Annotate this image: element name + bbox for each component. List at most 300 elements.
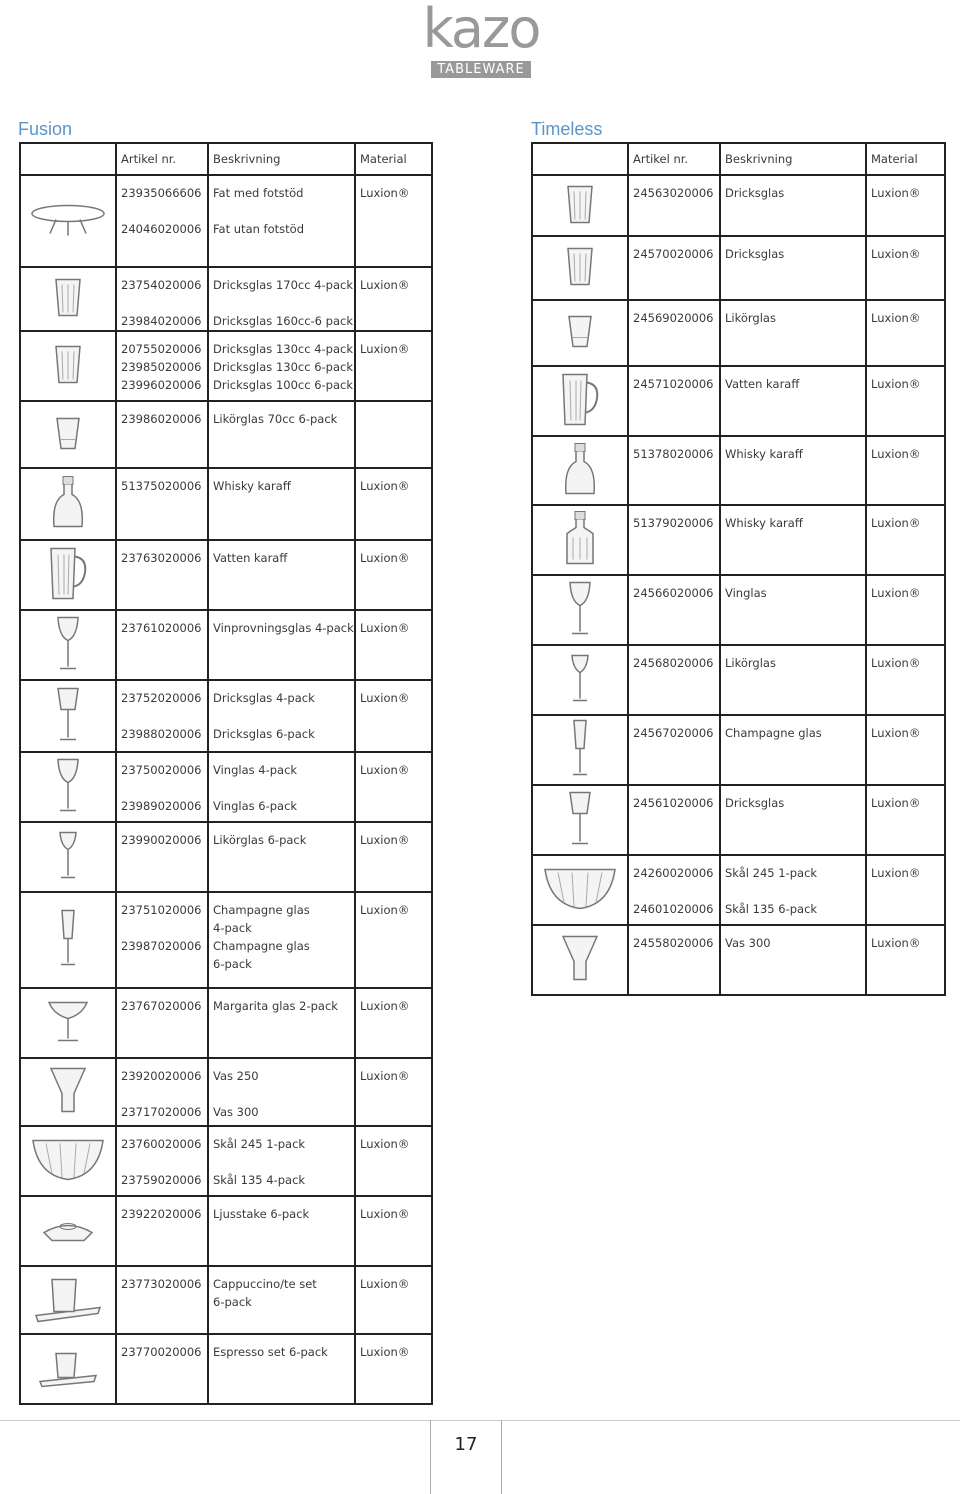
material: Luxion® xyxy=(871,796,921,810)
article-number: 24601020006 xyxy=(633,902,714,916)
material-cell xyxy=(355,267,432,331)
description: Ljusstake 6-pack xyxy=(213,1207,310,1221)
material-cell xyxy=(866,645,945,715)
material: Luxion® xyxy=(871,377,921,391)
shot-glass-icon xyxy=(54,415,82,454)
description xyxy=(213,202,354,220)
material xyxy=(360,410,431,428)
header-article: Artikel nr. xyxy=(633,152,689,166)
material-cell xyxy=(355,468,432,540)
material-cell xyxy=(866,505,945,575)
material: Luxion® xyxy=(360,621,410,635)
description: Champagne glas xyxy=(213,903,310,917)
article-number: 24567020006 xyxy=(633,726,714,740)
article-number-lines xyxy=(117,268,207,330)
article-number: 23989020006 xyxy=(121,799,202,813)
article-number: 24570020006 xyxy=(633,247,714,261)
margarita-glass-icon xyxy=(46,999,90,1048)
description xyxy=(213,779,354,797)
description-lines xyxy=(721,716,865,742)
material-lines xyxy=(356,989,431,1015)
description: Fat med fotstöd xyxy=(213,186,304,200)
article-number: 23761020006 xyxy=(121,621,202,635)
material-cell xyxy=(355,988,432,1058)
material: Luxion® xyxy=(871,586,921,600)
description: Dricksglas xyxy=(725,186,785,200)
article-number-lines xyxy=(117,176,207,238)
material-lines xyxy=(867,506,944,532)
article-number-cell xyxy=(116,1266,208,1334)
material: Luxion® xyxy=(871,186,921,200)
description: Champagne glas xyxy=(213,939,310,953)
material: Luxion® xyxy=(871,726,921,740)
material: Luxion® xyxy=(360,1137,410,1151)
vase-icon xyxy=(48,1066,88,1119)
material: Luxion® xyxy=(360,833,410,847)
article-number-cell xyxy=(628,785,720,855)
description xyxy=(213,1085,354,1103)
article-number-lines xyxy=(117,681,207,743)
description-cell xyxy=(720,300,866,366)
product-image-cell xyxy=(20,175,116,267)
article-number: 23752020006 xyxy=(121,691,202,705)
description-cell xyxy=(720,925,866,995)
article-number-cell xyxy=(116,988,208,1058)
header-description-cell xyxy=(720,143,866,175)
article-number-cell xyxy=(628,645,720,715)
material-cell xyxy=(866,575,945,645)
material-cell xyxy=(355,752,432,822)
article-number: 23767020006 xyxy=(121,999,202,1013)
product-row xyxy=(20,331,432,401)
champagne-flute-icon xyxy=(568,719,592,782)
champagne-flute-icon xyxy=(56,909,80,972)
material-lines xyxy=(867,716,944,742)
material: Luxion® xyxy=(871,311,921,325)
description: Dricksglas 160cc-6 pack xyxy=(213,314,353,328)
article-number xyxy=(121,294,207,312)
material-cell xyxy=(355,175,432,267)
article-number-lines xyxy=(117,541,207,567)
description-cell xyxy=(208,822,355,892)
description-lines xyxy=(209,893,354,973)
description-lines xyxy=(721,576,865,602)
header-material: Material xyxy=(360,152,407,166)
article-number: 23760020006 xyxy=(121,1137,202,1151)
material-cell xyxy=(866,715,945,785)
description: Vatten karaff xyxy=(725,377,800,391)
description-lines xyxy=(721,786,865,812)
material-cell xyxy=(355,680,432,752)
description-lines xyxy=(209,1127,354,1189)
material-cell xyxy=(866,785,945,855)
material-lines xyxy=(867,367,944,393)
product-row xyxy=(20,988,432,1058)
description-cell xyxy=(720,366,866,436)
description-cell xyxy=(208,468,355,540)
description-lines xyxy=(209,681,354,743)
description-lines xyxy=(209,823,354,849)
tumbler-glass-icon xyxy=(565,246,595,291)
article-number: 23763020006 xyxy=(121,551,202,565)
article-number-lines xyxy=(117,1197,207,1223)
product-row xyxy=(20,1266,432,1334)
article-number: 51375020006 xyxy=(121,479,202,493)
article-number-cell xyxy=(628,300,720,366)
liqueur-glass-icon xyxy=(55,830,81,885)
product-image-cell xyxy=(20,892,116,988)
material-lines xyxy=(356,469,431,495)
description: Champagne glas xyxy=(725,726,822,740)
article-number: 24260020006 xyxy=(633,866,714,880)
material-cell xyxy=(355,1196,432,1266)
article-number-lines xyxy=(117,402,207,428)
article-number-lines xyxy=(629,176,719,202)
material-lines xyxy=(356,332,431,358)
material: Luxion® xyxy=(360,278,410,292)
article-number-lines xyxy=(629,646,719,672)
description: Dricksglas 170cc 4-pack xyxy=(213,278,353,292)
description-cell xyxy=(720,236,866,300)
material-cell xyxy=(866,855,945,925)
material: Luxion® xyxy=(360,1069,410,1083)
description: Dricksglas xyxy=(725,796,785,810)
article-number-cell xyxy=(628,925,720,995)
article-number-cell xyxy=(116,468,208,540)
article-number: 23988020006 xyxy=(121,727,202,741)
description: Likörglas 70cc 6-pack xyxy=(213,412,338,426)
article-number-lines xyxy=(629,301,719,327)
article-number xyxy=(121,202,207,220)
bowl-icon xyxy=(542,865,618,916)
description: Dricksglas 130cc 6-pack xyxy=(213,360,353,374)
article-number-cell xyxy=(116,610,208,680)
stemmed-glass-icon xyxy=(565,790,595,851)
description-lines xyxy=(209,1059,354,1121)
serving-plate-icon xyxy=(28,200,108,243)
article-number xyxy=(121,919,207,937)
description-lines xyxy=(209,989,354,1015)
product-row xyxy=(532,366,945,436)
material-cell xyxy=(355,331,432,401)
material-lines xyxy=(867,646,944,672)
article-number: 23990020006 xyxy=(121,833,202,847)
description: Dricksglas 130cc 4-pack xyxy=(213,342,353,356)
article-number-lines xyxy=(117,1127,207,1189)
material: Luxion® xyxy=(360,999,410,1013)
product-image-cell xyxy=(20,988,116,1058)
product-image-cell xyxy=(20,610,116,680)
description-lines xyxy=(209,176,354,238)
description-cell xyxy=(208,331,355,401)
description-lines xyxy=(721,926,865,952)
wine-glass-icon xyxy=(565,580,595,641)
material-cell xyxy=(866,436,945,505)
description: Whisky karaff xyxy=(725,516,803,530)
article-number-lines xyxy=(117,332,207,394)
material: Luxion® xyxy=(360,763,410,777)
article-number-lines xyxy=(629,716,719,742)
description-cell xyxy=(208,1334,355,1404)
description: Skål 135 6-pack xyxy=(725,902,818,916)
description: Likörglas 6-pack xyxy=(213,833,307,847)
description: Cappuccino/te set xyxy=(213,1277,317,1291)
article-number: 23935066606 xyxy=(121,186,202,200)
product-row xyxy=(532,575,945,645)
description: Margarita glas 2-pack xyxy=(213,999,338,1013)
material-cell xyxy=(866,925,945,995)
article-number-cell xyxy=(628,175,720,236)
tumbler-glass-icon xyxy=(53,344,83,389)
whisky-decanter-icon xyxy=(560,441,600,500)
description-cell xyxy=(720,436,866,505)
article-number-cell xyxy=(116,540,208,610)
espresso-set-icon xyxy=(36,1346,100,1393)
description-cell xyxy=(720,645,866,715)
description-cell xyxy=(208,1196,355,1266)
material: Luxion® xyxy=(360,1345,410,1359)
article-number-lines xyxy=(117,753,207,815)
tumbler-glass-icon xyxy=(565,183,595,228)
article-number: 24046020006 xyxy=(121,222,202,236)
description: Vas 300 xyxy=(213,1105,259,1119)
header-description: Beskrivning xyxy=(213,152,281,166)
article-number: 23920020006 xyxy=(121,1069,202,1083)
material: Luxion® xyxy=(360,903,410,917)
article-number: 23717020006 xyxy=(121,1105,202,1119)
article-number: 24561020006 xyxy=(633,796,714,810)
material-cell xyxy=(355,610,432,680)
product-image-cell xyxy=(20,468,116,540)
description-lines xyxy=(209,332,354,394)
article-number-cell xyxy=(116,401,208,468)
product-row xyxy=(20,267,432,331)
description-cell xyxy=(208,680,355,752)
material: Luxion® xyxy=(871,866,921,880)
stemmed-glass-icon xyxy=(53,686,83,747)
material: Luxion® xyxy=(360,691,410,705)
article-number-cell xyxy=(628,366,720,436)
material-lines xyxy=(867,237,944,263)
material-lines xyxy=(356,753,431,779)
material-cell xyxy=(866,236,945,300)
article-number xyxy=(633,882,719,900)
article-number-lines xyxy=(629,367,719,393)
material: Luxion® xyxy=(871,656,921,670)
material-lines xyxy=(356,541,431,567)
article-number: 23996020006 xyxy=(121,378,202,392)
product-row xyxy=(20,1126,432,1196)
product-row xyxy=(532,855,945,925)
product-image-cell xyxy=(20,1126,116,1196)
article-number-cell xyxy=(628,236,720,300)
description-lines xyxy=(209,1335,354,1361)
description: Fat utan fotstöd xyxy=(213,222,304,236)
product-image-cell xyxy=(532,175,628,236)
product-row xyxy=(20,680,432,752)
material-lines xyxy=(867,176,944,202)
material-lines xyxy=(356,1059,431,1085)
description-cell xyxy=(208,401,355,468)
description: Likörglas xyxy=(725,656,776,670)
article-number: 23750020006 xyxy=(121,763,202,777)
description-cell xyxy=(208,1266,355,1334)
description-cell xyxy=(720,785,866,855)
description: 6-pack xyxy=(213,957,252,971)
material: Luxion® xyxy=(871,516,921,530)
product-image-cell xyxy=(532,785,628,855)
description-lines xyxy=(721,646,865,672)
article-number-cell xyxy=(116,267,208,331)
product-image-cell xyxy=(20,680,116,752)
material-cell xyxy=(355,1126,432,1196)
brand-subtitle: TABLEWARE xyxy=(431,61,530,78)
article-number-lines xyxy=(117,989,207,1015)
tumbler-glass-icon xyxy=(53,277,83,322)
article-number-cell xyxy=(628,855,720,925)
article-number-cell xyxy=(116,892,208,988)
description-cell xyxy=(208,752,355,822)
material-cell xyxy=(355,540,432,610)
material-lines xyxy=(867,926,944,952)
material-lines xyxy=(867,786,944,812)
whisky-decanter-icon xyxy=(48,475,88,534)
article-number-lines xyxy=(629,926,719,952)
header-description-cell xyxy=(208,143,355,175)
description-lines xyxy=(209,541,354,567)
description-lines xyxy=(721,437,865,463)
description xyxy=(213,1153,354,1171)
shot-glass-icon xyxy=(566,314,594,353)
header-description: Beskrivning xyxy=(725,152,793,166)
description xyxy=(213,707,354,725)
description-cell xyxy=(208,1058,355,1126)
description-cell xyxy=(208,988,355,1058)
article-number-cell xyxy=(116,680,208,752)
description: Espresso set 6-pack xyxy=(213,1345,328,1359)
product-image-cell xyxy=(532,366,628,436)
article-number-lines xyxy=(117,1059,207,1121)
page-number: 17 xyxy=(454,1434,478,1455)
article-number: 23985020006 xyxy=(121,360,202,374)
product-row xyxy=(20,892,432,988)
material-lines xyxy=(356,176,431,202)
product-row xyxy=(20,610,432,680)
description-lines xyxy=(209,402,354,428)
article-number: 23754020006 xyxy=(121,278,202,292)
header-material: Material xyxy=(871,152,918,166)
header-material-cell xyxy=(866,143,945,175)
description: Likörglas xyxy=(725,311,776,325)
material-lines xyxy=(356,611,431,637)
material: Luxion® xyxy=(360,479,410,493)
description-cell xyxy=(720,175,866,236)
product-row xyxy=(20,1196,432,1266)
wine-glass-icon xyxy=(53,615,83,676)
description: Vinprovningsglas 4-pack xyxy=(213,621,354,635)
description-lines xyxy=(209,268,354,330)
article-number-lines xyxy=(629,506,719,532)
description-lines xyxy=(721,176,865,202)
article-number-cell xyxy=(116,331,208,401)
article-number: 24566020006 xyxy=(633,586,714,600)
article-number-cell xyxy=(628,715,720,785)
material-cell xyxy=(866,300,945,366)
material-lines xyxy=(867,576,944,602)
product-image-cell xyxy=(532,925,628,995)
product-row xyxy=(532,236,945,300)
timeless-title: Timeless xyxy=(531,119,603,139)
product-image-cell xyxy=(532,300,628,366)
material-cell xyxy=(866,175,945,236)
material-cell xyxy=(866,366,945,436)
description-lines xyxy=(209,1197,354,1223)
product-image-cell xyxy=(532,505,628,575)
wine-glass-icon xyxy=(53,757,83,818)
description-cell xyxy=(208,540,355,610)
square-decanter-icon xyxy=(562,510,598,571)
article-number-lines xyxy=(629,237,719,263)
product-image-cell xyxy=(532,236,628,300)
material-lines xyxy=(356,268,431,294)
article-number-cell xyxy=(116,752,208,822)
article-number-lines xyxy=(117,893,207,955)
description: Vatten karaff xyxy=(213,551,288,565)
material: Luxion® xyxy=(871,447,921,461)
article-number: 51379020006 xyxy=(633,516,714,530)
description-cell xyxy=(208,1126,355,1196)
article-number xyxy=(121,707,207,725)
material-cell xyxy=(355,1334,432,1404)
product-image-cell xyxy=(20,1266,116,1334)
product-image-cell xyxy=(20,1058,116,1126)
product-row xyxy=(20,1334,432,1404)
article-number: 23986020006 xyxy=(121,412,202,426)
material-cell xyxy=(355,822,432,892)
page-number-box xyxy=(430,1420,502,1494)
description: Vinglas 4-pack xyxy=(213,763,298,777)
description-lines xyxy=(721,856,865,918)
candle-holder-icon xyxy=(40,1215,96,1248)
article-number: 24569020006 xyxy=(633,311,714,325)
header-material-cell xyxy=(355,143,432,175)
description-lines xyxy=(209,1267,354,1311)
article-number-cell xyxy=(116,822,208,892)
description-cell xyxy=(208,892,355,988)
product-image-cell xyxy=(20,401,116,468)
article-number: 23922020006 xyxy=(121,1207,202,1221)
liqueur-glass-icon xyxy=(567,653,593,708)
article-number: 24563020006 xyxy=(633,186,714,200)
material-lines xyxy=(867,437,944,463)
article-number-cell xyxy=(628,575,720,645)
description-cell xyxy=(720,505,866,575)
brand-name: kazo xyxy=(422,0,540,60)
header-article-cell xyxy=(116,143,208,175)
article-number-cell xyxy=(628,436,720,505)
description: Dricksglas xyxy=(725,247,785,261)
article-number: 23759020006 xyxy=(121,1173,202,1187)
article-number: 24571020006 xyxy=(633,377,714,391)
product-image-cell xyxy=(20,267,116,331)
table-header-row xyxy=(20,143,432,175)
article-number-cell xyxy=(116,1126,208,1196)
description-lines xyxy=(721,301,865,327)
material: Luxion® xyxy=(360,1277,410,1291)
article-number-cell xyxy=(116,1196,208,1266)
article-number-lines xyxy=(629,786,719,812)
material-lines xyxy=(356,681,431,707)
